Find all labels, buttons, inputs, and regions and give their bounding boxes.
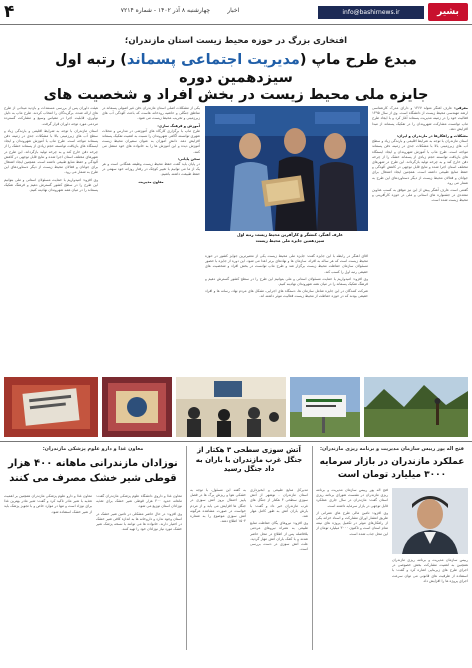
page-number: ۴ [4, 2, 15, 22]
headline-part1: مبدع طرح ماپ ( [299, 52, 417, 68]
byline: معاون مدیریت [138, 179, 164, 184]
story-paragraph: وی افزود: در حال حاضر مشکلی در تامین شیر خشک در استان وجود ندارد و داروخانه ها به اندازه کافی شیر خشک در اختیار دارند. خانواده ها می توانند با نسخه پزشک شیر خشک مورد نیاز نوزادان خود را تهیه کنند. [96, 511, 182, 532]
right-column-a [316, 488, 388, 648]
middle-column-a [250, 488, 308, 650]
date-issue [95, 7, 265, 19]
date-text: چهارشنبه ۸ آذر ۱۴۰۲ - شماره ۷۲۱۴ [120, 7, 211, 14]
lead-paragraph: هیئت داوران پس از بررسی مستندات و بازدید میدانی از طرح های ارائه شده، برگزیدگان را انتخاب کردند. طرح ماپ به دلیل نوآوری، قابلیت اجرا در مقیاس وسیع و مشارکت گسترده مردمی مورد توجه داوران قرار گرفت. [4, 106, 98, 126]
subheading: مشکلات و راهکارها در مازندران و ایران: [396, 134, 468, 139]
official-portrait [392, 488, 468, 554]
story-paragraph: معاون غذا و دارو علوم پزشکی مازندران همچنین بر اهمیت تغذیه با شیر مادر تاکید کرد و گفت: شیر مادر بهترین غذا برای نوزاد است و تنها در موارد خاص و با تجویز پزشک باید از شیر خشک استفاده شود. [4, 494, 92, 514]
lead-paragraph: شرکت کنندگان در این جایزه شامل سازمان ها، دستگاه های اجرایی، تشکل های مردم نهاد، رسانه ها و افراد حقیقی بودند که در حوزه حفاظت از محیط زیست فعالیت موثر داشته اند. [205, 289, 368, 299]
lead-paragraph: عارف آهنگر متولد ۱۳۶۷ و دارای مدرک کارشناسی ارشد مهندسی محیط زیست از دانشگاه است. وی از سال ۱۳۹۵ فعالیت خود را در زمینه مدیریت پسماند آغاز کرد و با ایجاد طرح ماپ توانست مشارکت شهروندان را در تفکیک پسماند از مبدا افزایش دهد. [372, 106, 468, 131]
intro-label: معرفی: [454, 106, 468, 110]
story-paragraph: معاون غذا و داروی دانشگاه علوم پزشکی مازندران گفت: ماهانه حدود ۴۰۰ هزار قوطی شیر خشک برای تغذیه نوزادان استان توزیع می شود. [96, 494, 182, 509]
lead-paragraph: وی افزود: امیدواریم با حمایت مسئولان استانی و ملی بتوانیم این طرح را در سطح کشور گسترش دهیم و فرهنگ تفکیک پسماند را در میان همه شهروندان نهادینه کنیم. [205, 276, 368, 287]
story-paragraph: فتح اله پور رییس سازمان مدیریت و برنامه ریزی مازندران در نشست شورای برنامه ریزی استان گفت: مازندران در سال جاری عملکرد قابل توجهی در بازار سرمایه داشته است. [316, 488, 388, 508]
lead-headline [40, 52, 432, 104]
middle-headline: آتش سوزی سطحی ۳ هکتار از جنگل غرب مازندران با باران به داد جنگل رسید [195, 446, 303, 473]
story-paragraph: رییس سازمان مدیریت و برنامه ریزی مازندران همچنین به اهمیت مشارکت بخش خصوصی در اجرای طرح های زیربنایی اشاره کرد و گفت: با استفاده از ظرفیت های قانونی می توان سرعت اجرای پروژه ها را افزایش داد. [392, 558, 468, 583]
right-kicker: فتح اله پور رییس سازمان مدیریت و برنامه ریزی مازندران: [320, 446, 464, 452]
right-column-b [392, 558, 468, 650]
lead-paragraph: استان مازندران با توجه به شرایط اقلیمی و بارندگی زیاد و سطح آب های زیرزمینی بالا با مشکلات جدی در زمینه دفن پسماند مواجه است. طرح ماپ با آموزش شهروندان و ایجاد ایستگاه های بازیافت توانسته حجم زیادی از پسماند خشک را از چرخه دفن خارج کند و به چرخه تولید بازگرداند. این طرح در شهرهای مختلف استان اجرا شده و نتایج قابل توجهی در کاهش آلودگی و حفظ منابع طبیعی داشته است. همچنین ایجاد اشتغال برای جوانان و فعالان محیط زیست از دیگر دستاوردهای این طرح به شمار می رود. [4, 128, 98, 175]
forest-photo [364, 377, 468, 437]
carpet-photo [102, 377, 172, 437]
left-column-a [96, 494, 182, 650]
email-address[interactable]: info@bashirnews.ir [318, 6, 424, 19]
lead-kicker: افتخاری بزرگ در حوزه محیط زیست استان مازندران؛ [124, 36, 348, 46]
lead-paragraph: یکی از مشکلات اصلی استان مازندران دفن غیر اصولی پسماند در مناطق جنگلی و حاشیه رودخانه هاست که باعث آلودگی آب های زیرزمینی و تخریب محیط زیست می شود. [102, 106, 200, 121]
right-headline: عملکرد مازندران در بازار سرمایه ۳۰۰۰ میلیارد تومان است [319, 457, 465, 480]
classroom-photo [176, 377, 286, 437]
lead-paragraph: در پایان باید گفت حفظ محیط زیست وظیفه همگانی است و هر یک از ما می توانیم با تغییر کوچک در رفتار روزانه خود سهمی در حفظ طبیعت داشته باشیم. [102, 162, 200, 177]
header-rule [0, 24, 472, 25]
story-paragraph: وی افزود: تامین مالی طرح های عمرانی از طریق انتشار اوراق مشارکت و اسناد خزانه یکی از راهکارهای موثر در تکمیل پروژه های نیمه تمام استان است و تاکنون ۳۰۰۰ میلیارد تومان از این محل جذب شده است. [316, 510, 388, 536]
page-header [0, 0, 472, 24]
section-divider [0, 441, 472, 442]
column-rule [186, 446, 187, 650]
lead-column-4 [4, 106, 98, 374]
lead-paragraph: وی افزود: امیدواریم با حمایت مسئولان استانی و ملی بتوانیم این طرح را در سطح کشور گسترش دهیم و فرهنگ تفکیک پسماند را در میان همه شهروندان نهادینه کنیم. [4, 177, 98, 193]
headline-highlight: مدیریت اجتماعی پسماند [126, 52, 300, 68]
lead-paragraph: آقای آهنگر در رابطه با این جایزه گفت: جایزه ملی محیط زیست یکی از معتبرترین جوایز کشور در حوزه محیط زیست است که هر ساله به افراد، سازمان ها و نهادهای برتر اهدا می شود. این دوره از جایزه با حضور مسئولان سازمان حفاظت محیط زیست برگزار شد و طرح ماپ توانست در بخش افراد و شخصیت های حقیقی رتبه اول را کسب کند. [205, 254, 368, 274]
newspaper-logo: بشیر [428, 3, 468, 21]
story-paragraph: به گفته این مسئول، با توجه به خشکی هوا و ریزش برگ ها در فصل پاییز احتمال بروز آتش سوزی در جنگل ها افزایش می یابد و از مردم خواست در صورت مشاهده هرگونه آتش سوزی موضوع را به شماره ۱۵۰۴ اطلاع دهند. [190, 488, 246, 524]
section-label: اخبار [227, 7, 240, 14]
award-photo [205, 106, 368, 231]
headline-part2: ) رتبه اول سیزدهمین دوره [55, 52, 293, 86]
photo-caption: عارف آهنگر، کنشگر و کارآفرین محیط زیست رتبه اول سیزدهمین جایزه ملی محیط زیست [236, 232, 344, 243]
lead-column-3 [102, 106, 200, 372]
sign-photo [290, 377, 360, 437]
headline-line2: جایزه ملی محیط زیست در بخش افراد و شخصیت های [43, 87, 429, 103]
subheading: آموزش و فرهنگ سازی: [157, 123, 200, 128]
subheading: سخن پایانی: [177, 156, 200, 161]
left-headline: نوزادان مازندرانی ماهانه ۴۰۰ هزار قوطی شیر خشک مصرف می کنند [8, 458, 178, 484]
left-column-b [4, 494, 92, 650]
story-paragraph: مدیرکل منابع طبیعی و آبخیزداری استان مازندران - نوشهر از آتش سوزی سطحی ۳ هکتار از جنگل های غرب مازندران خبر داد و گفت: با بارش باران آتش به طور کامل مهار شد. [250, 488, 308, 519]
lead-paragraph: طرح ماپ با برگزاری کارگاه های آموزشی در مدارس و محلات شهری توانسته آگاهی شهروندان را نسبت به اهمیت تفکیک پسماند افزایش دهد. دانش آموزان به عنوان سفیران محیط زیست آموزش دیده و این آموزش ها را به خانواده های خود منتقل می کنند. [102, 128, 200, 154]
story-paragraph: وی افزود: نیروهای یگان حفاظت منابع طبیعی به همراه نیروهای مردمی بلافاصله پس از اطلاع در محل حاضر شدند و با کمک باران آتش مهار گردید. علت آتش سوزی در دست بررسی است. [250, 521, 308, 552]
left-kicker: معاون غذا و دارو علوم پزشکی مازندران: [42, 446, 144, 452]
lead-column-1 [372, 106, 468, 374]
lead-paragraph: استان مازندران با توجه به شرایط اقلیمی و بارندگی زیاد و سطح آب های زیرزمینی بالا با مشکلات جدی در زمینه دفن پسماند مواجه است. طرح ماپ با آموزش شهروندان و ایجاد ایستگاه های بازیافت توانسته حجم زیادی از پسماند خشک را از چرخه دفن خارج کند و به چرخه تولید بازگرداند. این طرح در شهرهای مختلف استان اجرا شده و نتایج قابل توجهی در کاهش آلودگی و حفظ منابع طبیعی داشته است. همچنین ایجاد اشتغال برای جوانان و فعالان محیط زیست از دیگر دستاوردهای این طرح به شمار می رود. [372, 139, 468, 185]
middle-column-b [190, 488, 246, 650]
lead-column-2 [205, 254, 368, 372]
column-rule [312, 446, 313, 650]
lead-paragraph: گفتنی است عارف آهنگر پیش از این نیز موفق به کسب عناوین متعددی در جشنواره های استانی و ملی در حوزه کارآفرینی و محیط زیست شده است. [372, 188, 468, 203]
book-photo [4, 377, 98, 437]
